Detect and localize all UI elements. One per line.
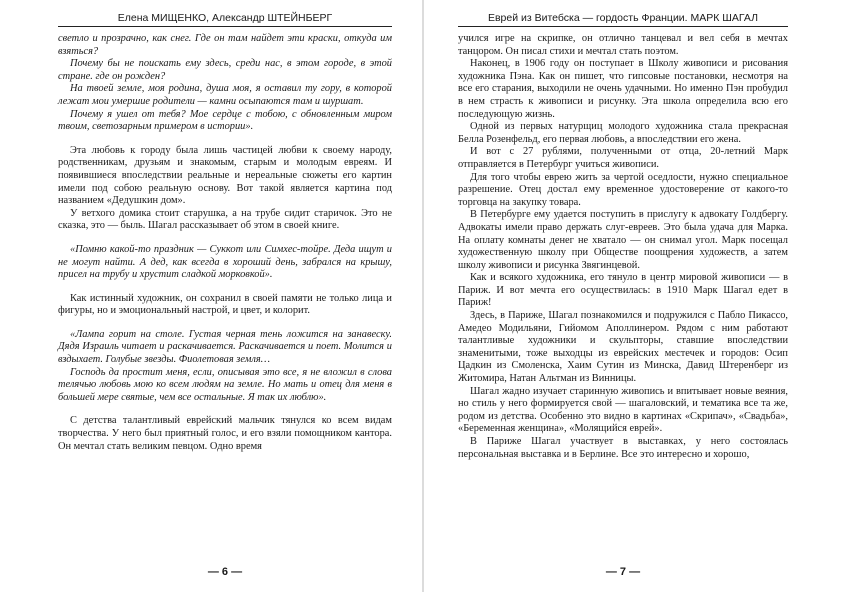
paragraph: В Петербурге ему удается поступить в прислугу к адвокату Голдбергу. Адвокаты имели право держать слуг-евреев. Это была удача для Марка. На оплату комнаты денег не хватало — он снимал угол. Марк посещал художественную школу при Обществе поощрения художеств, а затем школу живописи и рисунка Звягинцевой.: [458, 209, 788, 271]
paragraph: Здесь, в Париже, Шагал познакомился и подружился с Пабло Пикассо, Амедео Модильяни, Гийомом Аполлинером. Рядом с ним работают талантливые художники и скульпторы, ставшие впоследствии знаменитыми, тоже выходцы из еврейских местечек и городов: Осип Цадкин из Смоленска, Хаим Сутин из Минска, Давид Штеренберг из Житомира, Натан Альтман из Винницы.: [458, 310, 788, 385]
left-page: [0, 0, 422, 592]
paragraph: Наконец, в 1906 году он поступает в Школу живописи и рисования художника Пэна. Как он пишет, что гипсовые постановки, несмотря на все его старания, выходили не очень удачными. Но именно Пэн пробудил в нем страсть к живописи и рисунку. Эта школа определила всю его последующую жизнь.: [458, 58, 788, 120]
paragraph: В Париже Шагал участвует в выставках, у него состоялась персональная выставка и в Берлине. Все это интересно и хорошо,: [458, 436, 788, 460]
paragraph: Почему я ушел от тебя? Мое сердце с тобою, с обновленным миром твоим, светозарным примером в истории».: [58, 108, 392, 133]
paragraph: У ветхого домика стоит старушка, а на трубе сидит старичок. Это не сказка, это — быль. Шагал рассказывает об этом в своей книге.: [58, 207, 392, 232]
paragraph: С детства талантливый еврейский мальчик тянулся ко всем видам творчества. У него был приятный голос, и его взяли помощником кантора. Он мечтал стать великим певцом. Одно время: [58, 415, 392, 452]
right-page-body: [458, 33, 788, 461]
paragraph: И вот с 27 рублями, полученными от отца, 20-летний Марк отправляется в Петербург учиться живописи.: [458, 146, 788, 170]
quote-paragraph: Господь да простит меня, если, описывая это все, я не вложил в слова телячью любовь мою ко всем людям на земле. Но мать и отец для меня в большей мере святые, чем все остальные. Я так их люблю».: [58, 366, 392, 403]
paragraph: Почему бы не поискать ему здесь, среди нас, в этом городе, в этой стране. где он рожден?: [58, 58, 392, 82]
paragraph: На твоей земле, моя родина, душа моя, я оставил ту гору, в которой лежат мои умершие родители — камни осыпаются там и шуршат.: [58, 83, 392, 107]
right-page: [424, 0, 846, 592]
page-number-left: — 6 —: [207, 566, 243, 578]
paragraph: Как истинный художник, он сохранил в своей памяти не только лица и фигуры, но и эмоциональный настрой, и цвет, и колорит.: [58, 292, 392, 317]
paragraph: учился игре на скрипке, он отлично танцевал и вел себя в мечтах танцором. Он писал стихи и мечтал стать поэтом.: [458, 33, 788, 57]
left-page-body: [58, 33, 392, 453]
paragraph: светло и прозрачно, как снег. Где он там найдет эти краски, откуда им взяться?: [58, 33, 392, 57]
paragraph: Эта любовь к городу была лишь частицей любви к своему народу, родственникам, друзьям и знакомым, старым и молодым евреям. И появившиеся впоследствии реальные и нереальные сюжеты его картин имели под собою реальную основу. Вот такой является картина под названием «Дедушкин дом».: [58, 144, 392, 207]
quote-paragraph: «Помню какой-то праздник — Суккот или Симхес-тойре. Деда ищут и не могут найти. А дед, как всегда в хороший день, забрался на крышу, присел на трубу и хрустит сладкой морковкой».: [58, 243, 392, 281]
page-number-right: — 7 —: [605, 566, 641, 578]
running-head-left: Елена МИЩЕНКО, Александр ШТЕЙНБЕРГ: [58, 10, 392, 27]
running-head-right: Еврей из Витебска — гордость Франции. МАРК ШАГАЛ: [458, 10, 788, 27]
paragraph: Как и всякого художника, его тянуло в центр мировой живописи — в Париж. И вот мечта его осуществилась: в 1910 Марк Шагал едет в Париж!: [458, 272, 788, 309]
paragraph: Шагал жадно изучает старинную живопись и впитывает новые веяния, но стиль у него формируется свой — шагаловский, и тематика все та же, родом из детства. Особенно это видно в картинах «Скрипач», «Свадьба», «Беременная женщина», «Молящийся еврей».: [458, 385, 788, 435]
paragraph: Для того чтобы еврею жить за чертой оседлости, нужно специальное разрешение. Отец достал ему временное удостоверение от какого-то торговца на закупку товара.: [458, 171, 788, 208]
quote-paragraph: «Лампа горит на столе. Густая черная тень ложится на занавеску. Дядя Израиль читает и раскачивается. Раскачивается и поет. Молится и вздыхает. Голубые звезды. Фиолетовая земля…: [58, 328, 392, 366]
paragraph: Одной из первых натурщиц молодого художника стала прекрасная Белла Розенфельд, его первая любовь, а впоследствии его жена.: [458, 121, 788, 145]
